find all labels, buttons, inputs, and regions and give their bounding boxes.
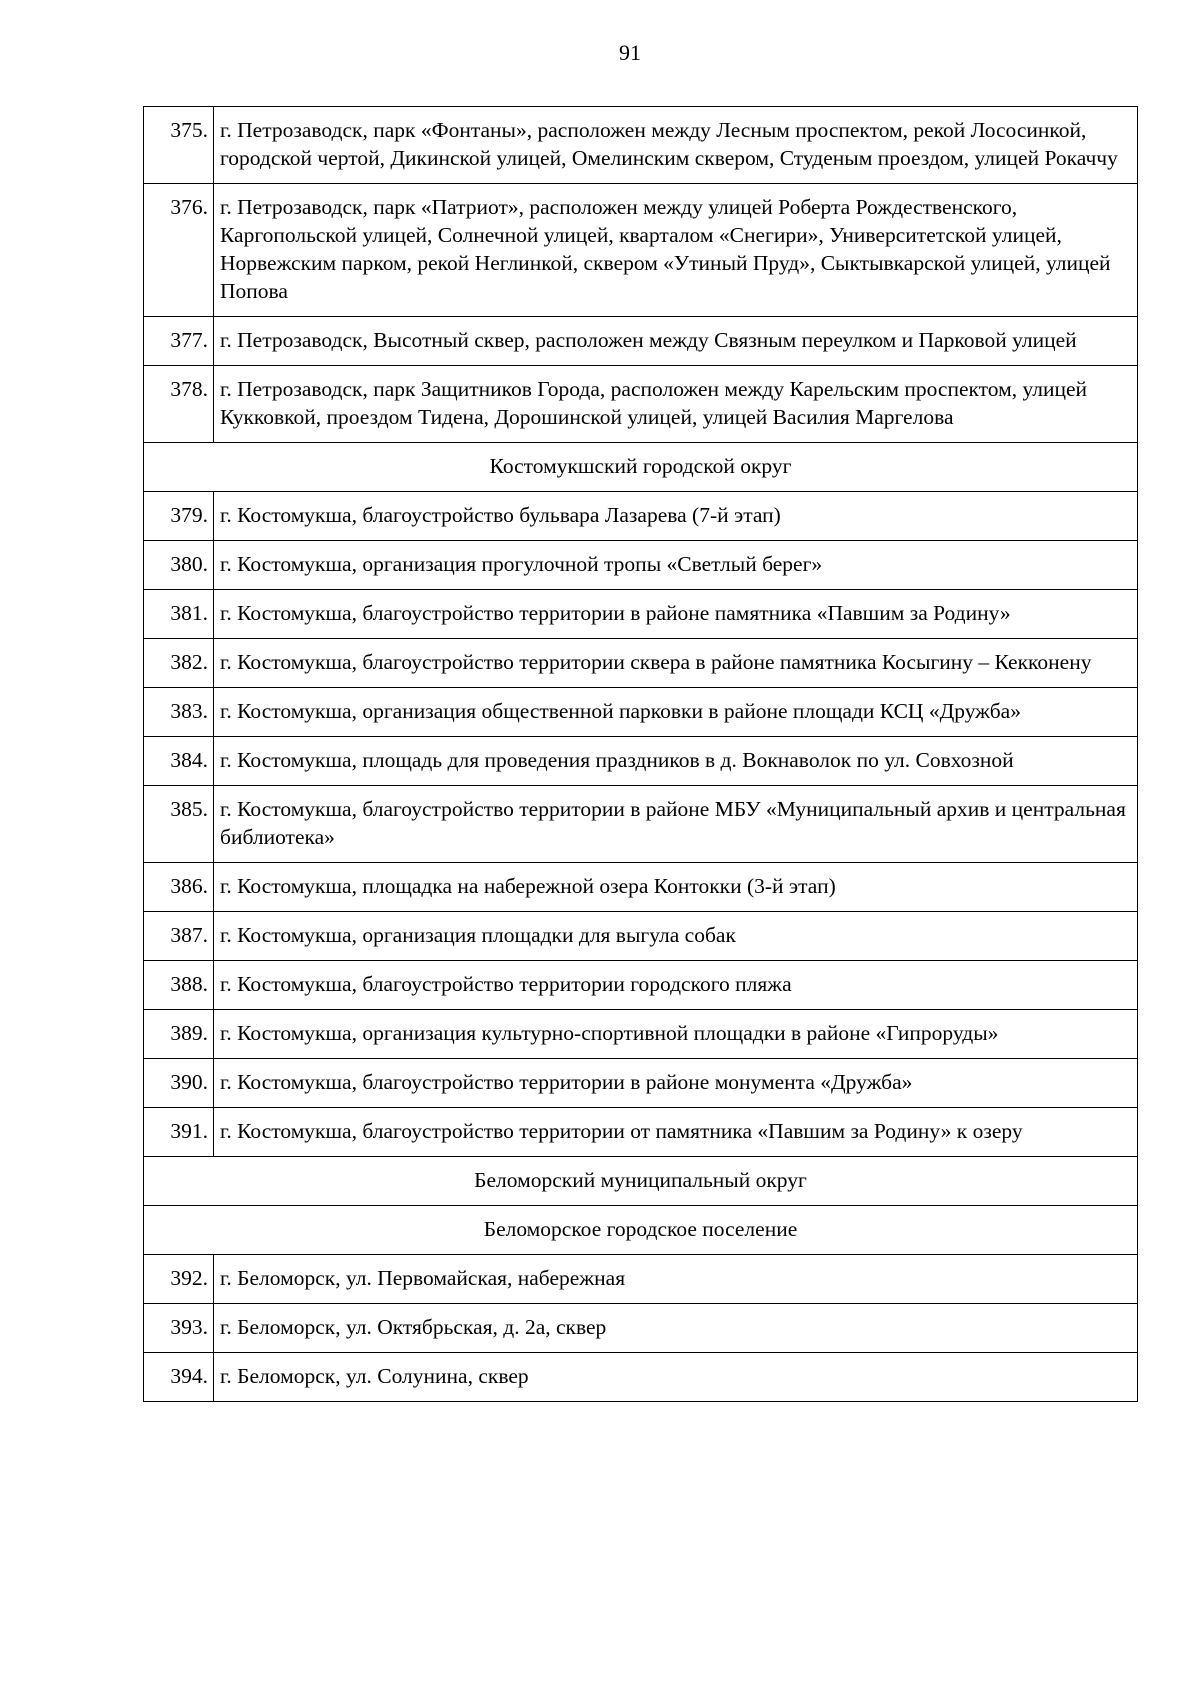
row-number: 388. [144, 961, 214, 1010]
table-row [144, 1010, 1138, 1059]
row-text: г. Петрозаводск, парк «Патриот», расположен между улицей Роберта Рождественского, Каргопольской улицей, Солнечной улицей, кварталом «Снегири», Университетской улицей, Норвежским парком, рекой Неглинкой, сквером «Утиный Пруд», Сыктывкарской улицей, улицей Попова [214, 184, 1138, 317]
row-text: г. Костомукша, благоустройство территории сквера в районе памятника Косыгину – Кекконену [214, 639, 1138, 688]
row-text: г. Костомукша, благоустройство бульвара Лазарева (7-й этап) [214, 492, 1138, 541]
table-row [144, 107, 1138, 184]
table-row [144, 639, 1138, 688]
row-number: 390. [144, 1059, 214, 1108]
section-heading: Беломорский муниципальный округ [144, 1157, 1138, 1206]
row-number: 391. [144, 1108, 214, 1157]
row-number: 384. [144, 737, 214, 786]
row-text: г. Петрозаводск, Высотный сквер, расположен между Связным переулком и Парковой улицей [214, 317, 1138, 366]
row-text: г. Костомукша, благоустройство территории в районе МБУ «Муниципальный архив и центральная библиотека» [214, 786, 1138, 863]
row-number: 383. [144, 688, 214, 737]
table-row [144, 688, 1138, 737]
row-text: г. Костомукша, площадка на набережной озера Контокки (3-й этап) [214, 863, 1138, 912]
section-row [144, 1206, 1138, 1255]
row-text: г. Костомукша, благоустройство территории в районе памятника «Павшим за Родину» [214, 590, 1138, 639]
row-number: 382. [144, 639, 214, 688]
section-row [144, 443, 1138, 492]
row-number: 380. [144, 541, 214, 590]
table-row [144, 1353, 1138, 1402]
section-heading: Костомукшский городской округ [144, 443, 1138, 492]
table-row [144, 366, 1138, 443]
row-text: г. Костомукша, организация площадки для выгула собак [214, 912, 1138, 961]
page-number: 91 [619, 40, 641, 65]
table-row [144, 1304, 1138, 1353]
row-text: г. Беломорск, ул. Октябрьская, д. 2а, сквер [214, 1304, 1138, 1353]
row-text: г. Костомукша, организация прогулочной тропы «Светлый берег» [214, 541, 1138, 590]
table-row [144, 863, 1138, 912]
table-row [144, 961, 1138, 1010]
row-number: 379. [144, 492, 214, 541]
table-row [144, 184, 1138, 317]
row-number: 394. [144, 1353, 214, 1402]
table-row [144, 1255, 1138, 1304]
table-row [144, 1108, 1138, 1157]
row-text: г. Костомукша, площадь для проведения праздников в д. Вокнаволок по ул. Совхозной [214, 737, 1138, 786]
row-text: г. Беломорск, ул. Солунина, сквер [214, 1353, 1138, 1402]
row-text: г. Беломорск, ул. Первомайская, набережная [214, 1255, 1138, 1304]
row-number: 392. [144, 1255, 214, 1304]
table-row [144, 912, 1138, 961]
row-text: г. Костомукша, организация общественной парковки в районе площади КСЦ «Дружба» [214, 688, 1138, 737]
row-text: г. Петрозаводск, парк Защитников Города, расположен между Карельским проспектом, улицей Кукковкой, проездом Тидена, Дорошинской улицей, улицей Василия Маргелова [214, 366, 1138, 443]
row-number: 385. [144, 786, 214, 863]
row-text: г. Костомукша, благоустройство территории городского пляжа [214, 961, 1138, 1010]
row-text: г. Петрозаводск, парк «Фонтаны», расположен между Лесным проспектом, рекой Лососинкой, городской чертой, Дикинской улицей, Омелинским сквером, Студеным проездом, улицей Рокаччу [214, 107, 1138, 184]
table-row [144, 590, 1138, 639]
table-row [144, 541, 1138, 590]
table-row [144, 492, 1138, 541]
row-number: 378. [144, 366, 214, 443]
table-row [144, 786, 1138, 863]
objects-table [143, 106, 1138, 1402]
row-number: 376. [144, 184, 214, 317]
table-row [144, 317, 1138, 366]
row-text: г. Костомукша, благоустройство территории от памятника «Павшим за Родину» к озеру [214, 1108, 1138, 1157]
row-number: 381. [144, 590, 214, 639]
row-number: 377. [144, 317, 214, 366]
section-heading: Беломорское городское поселение [144, 1206, 1138, 1255]
table-row [144, 1059, 1138, 1108]
row-number: 375. [144, 107, 214, 184]
row-number: 389. [144, 1010, 214, 1059]
row-text: г. Костомукша, организация культурно-спортивной площадки в районе «Гипроруды» [214, 1010, 1138, 1059]
row-number: 387. [144, 912, 214, 961]
row-text: г. Костомукша, благоустройство территории в районе монумента «Дружба» [214, 1059, 1138, 1108]
row-number: 393. [144, 1304, 214, 1353]
row-number: 386. [144, 863, 214, 912]
section-row [144, 1157, 1138, 1206]
table-row [144, 737, 1138, 786]
